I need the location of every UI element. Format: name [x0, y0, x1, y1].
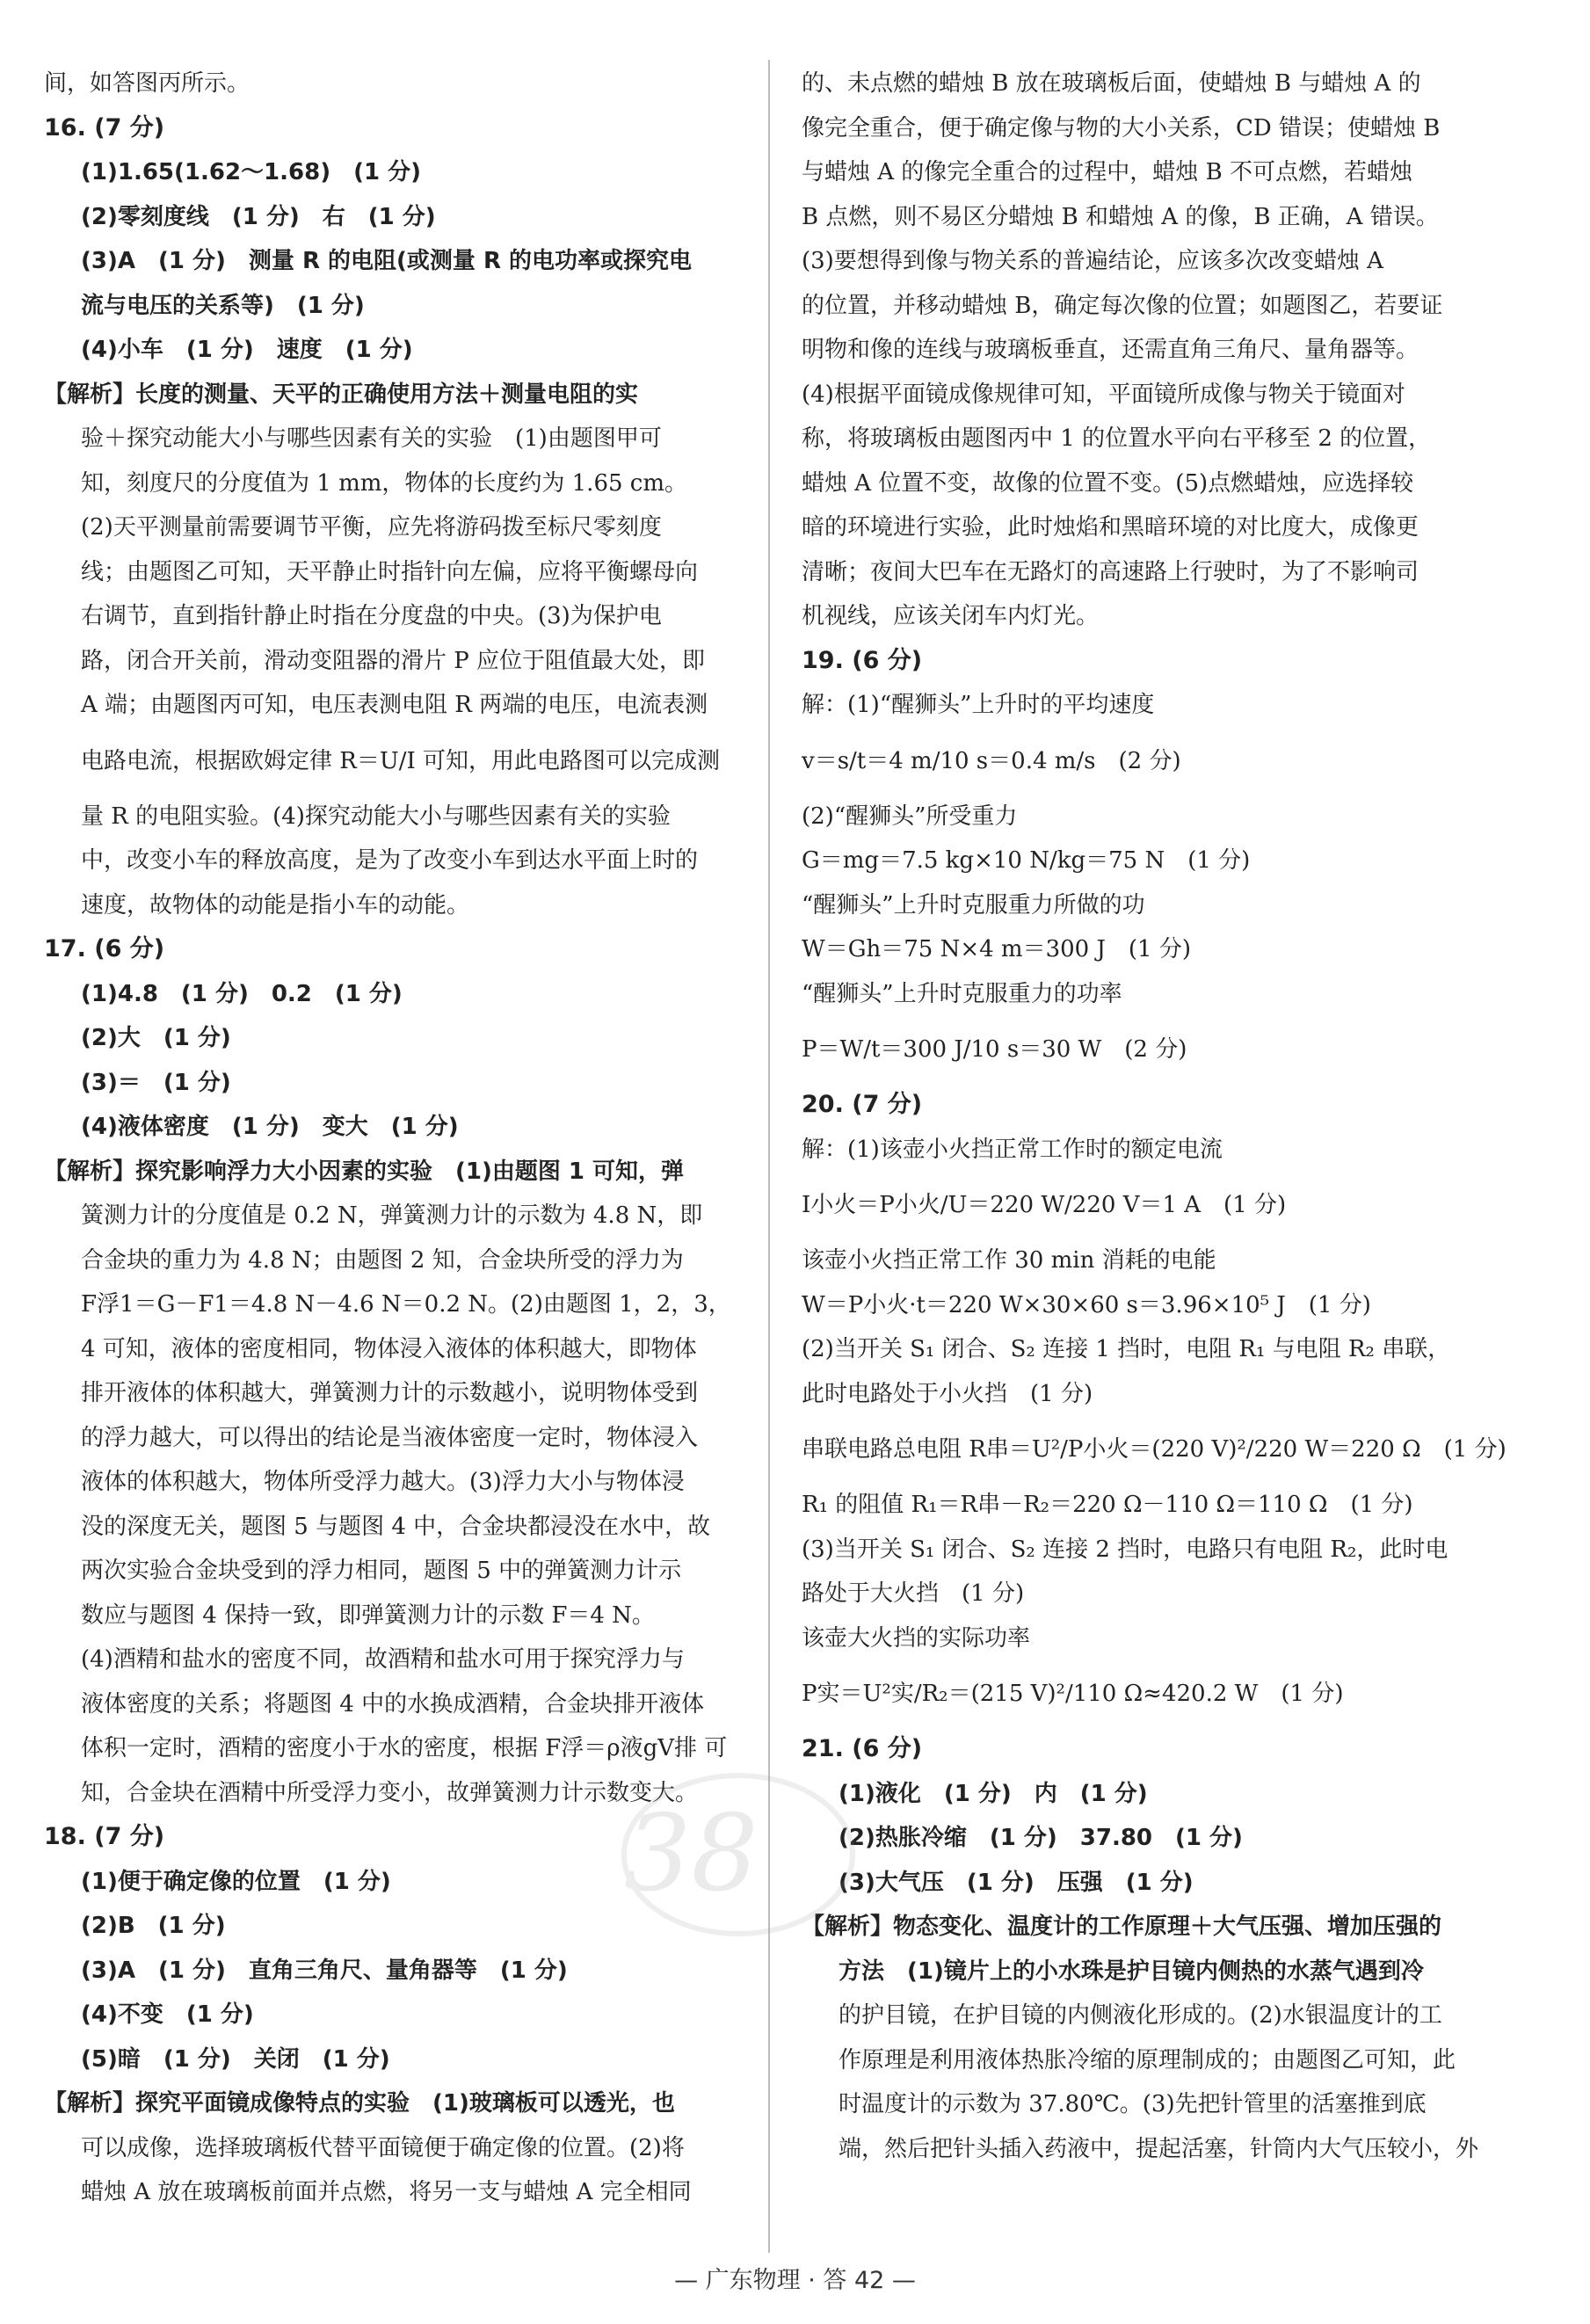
- right-line: 清晰；夜间大巴车在无路灯的高速路上行驶时，为了不影响司: [802, 558, 1419, 585]
- right-line: R₁ 的阻值 R₁＝R串－R₂＝220 Ω－110 Ω＝110 Ω (1 分): [802, 1492, 1413, 1518]
- right-line: (2)热胀冷缩 (1 分) 37.80 (1 分): [839, 1825, 1243, 1851]
- left-line: 的浮力越大，可以得出的结论是当液体密度一定时，物体浸入: [81, 1424, 699, 1451]
- right-line: 方法 (1)镜片上的小水珠是护目镜内侧热的水蒸气遇到冷: [839, 1957, 1424, 1985]
- left-line: (3)A (1 分) 测量 R 的电阻(或测量 R 的电功率或探究电: [81, 248, 693, 274]
- left-line: 路，闭合开关前，滑动变阻器的滑片 P 应位于阻值最大处，即: [81, 647, 706, 674]
- left-line: 液体的体积越大，物体所受浮力越大。(3)浮力大小与物体浸: [81, 1469, 685, 1495]
- left-line: 验＋探究动能大小与哪些因素有关的实验 (1)由题图甲可: [81, 425, 662, 452]
- column-divider: [768, 60, 770, 2253]
- left-line: 【解析】探究平面镜成像特点的实验 (1)玻璃板可以透光，也: [44, 2090, 675, 2117]
- right-line: (2)“醒狮头”所受重力: [802, 803, 1018, 830]
- left-line: 【解析】长度的测量、天平的正确使用方法＋测量电阻的实: [44, 381, 639, 408]
- left-line: 流与电压的关系等) (1 分): [81, 292, 365, 319]
- right-line: 路处于大火挡 (1 分): [802, 1580, 1025, 1607]
- left-line: 知，合金块在酒精中所受浮力变小，故弹簧测力计示数变大。: [81, 1779, 699, 1806]
- left-line: 没的深度无关，题图 5 与题图 4 中，合金块都浸没在水中，故: [81, 1513, 711, 1540]
- left-line: (4)不变 (1 分): [81, 2001, 254, 2028]
- right-line: (3)大气压 (1 分) 压强 (1 分): [839, 1869, 1194, 1896]
- right-line: (1)液化 (1 分) 内 (1 分): [839, 1780, 1148, 1807]
- right-line: 此时电路处于小火挡 (1 分): [802, 1380, 1093, 1407]
- left-line: 体积一定时，酒精的密度小于水的密度，根据 F浮＝ρ液gV排 可: [81, 1735, 728, 1761]
- right-line: 蜡烛 A 位置不变，故像的位置不变。(5)点燃蜡烛，应选择较: [802, 469, 1414, 497]
- right-line: 解：(1)该壶小火挡正常工作时的额定电流: [802, 1136, 1223, 1163]
- right-line: 机视线，应该关闭车内灯光。: [802, 603, 1100, 629]
- left-line: 速度，故物体的动能是指小车的动能。: [81, 891, 470, 919]
- right-line: 的、未点燃的蜡烛 B 放在玻璃板后面，使蜡烛 B 与蜡烛 A 的: [802, 70, 1421, 97]
- left-line: 合金块的重力为 4.8 N；由题图 2 知，合金块所受的浮力为: [81, 1246, 684, 1274]
- right-line: “醒狮头”上升时克服重力的功率: [802, 980, 1122, 1007]
- right-line: 时温度计的示数为 37.80℃。(3)先把针管里的活塞推到底: [839, 2091, 1427, 2117]
- page-footer: — 广东物理 · 答 42 —: [674, 2267, 916, 2294]
- left-line: (2)大 (1 分): [81, 1025, 231, 1051]
- right-line: 该壶大火挡的实际功率: [802, 1624, 1031, 1652]
- left-line: 两次实验合金块受到的浮力相同，题图 5 中的弹簧测力计示: [81, 1558, 682, 1584]
- right-line: 的护目镜，在护目镜的内侧液化形成的。(2)水银温度计的工: [839, 2002, 1442, 2029]
- right-line: v＝s/t＝4 m/10 s＝0.4 m/s (2 分): [802, 747, 1181, 774]
- left-line: (2)天平测量前需要调节平衡，应先将游码拨至标尺零刻度: [81, 514, 662, 541]
- left-line: (3)A (1 分) 直角三角尺、量角器等 (1 分): [81, 1957, 568, 1984]
- right-line: (3)当开关 S₁ 闭合、S₂ 连接 2 挡时，电路只有电阻 R₂，此时电: [802, 1536, 1448, 1563]
- right-line: 解：(1)“醒狮头”上升时的平均速度: [802, 692, 1155, 718]
- left-line: 线；由题图乙可知，天平静止时指针向左偏，应将平衡螺母向: [81, 558, 699, 585]
- left-line: 17. (6 分): [44, 935, 165, 962]
- left-line: 右调节，直到指针静止时指在分度盘的中央。(3)为保护电: [81, 603, 662, 629]
- left-line: 间，如答图丙所示。: [44, 70, 250, 97]
- svg-text:38: 38: [624, 1793, 759, 1915]
- right-line: 暗的环境进行实验，此时烛焰和黑暗环境的对比度大，成像更: [802, 514, 1419, 541]
- right-line: “醒狮头”上升时克服重力所做的功: [802, 891, 1145, 919]
- right-line: G＝mg＝7.5 kg×10 N/kg＝75 N (1 分): [802, 847, 1251, 874]
- left-line: (1)便于确定像的位置 (1 分): [81, 1868, 391, 1895]
- right-line: 串联电路总电阻 R串＝U²/P小火＝(220 V)²/220 W＝220 Ω (1 分): [802, 1436, 1507, 1463]
- right-line: W＝P小火·t＝220 W×30×60 s＝3.96×10⁵ J (1 分): [802, 1291, 1371, 1318]
- left-line: F浮1＝G－F1＝4.8 N－4.6 N＝0.2 N。(2)由题图 1，2，3，: [81, 1291, 731, 1318]
- right-line: 【解析】物态变化、温度计的工作原理＋大气压强、增加压强的: [802, 1914, 1442, 1940]
- right-line: 的位置，并移动蜡烛 B，确定每次像的位置；如题图乙，若要证: [802, 292, 1443, 319]
- left-line: 18. (7 分): [44, 1823, 165, 1850]
- left-line: 【解析】探究影响浮力大小因素的实验 (1)由题图 1 可知，弹: [44, 1158, 685, 1185]
- right-line: 端，然后把针头插入药液中，提起活塞，针筒内大气压较小，外: [839, 2135, 1479, 2162]
- left-line: 排开液体的体积越大，弹簧测力计的示数越小，说明物体受到: [81, 1380, 699, 1406]
- left-line: A 端；由题图丙可知，电压表测电阻 R 两端的电压，电流表测: [81, 692, 708, 718]
- left-line: 16. (7 分): [44, 113, 165, 142]
- right-line: 称，将玻璃板由题图丙中 1 的位置水平向右平移至 2 的位置，: [802, 425, 1432, 452]
- left-line: 簧测力计的分度值是 0.2 N，弹簧测力计的示数为 4.8 N，即: [81, 1202, 703, 1229]
- left-line: (5)暗 (1 分) 关闭 (1 分): [81, 2045, 390, 2073]
- left-line: (1)4.8 (1 分) 0.2 (1 分): [81, 980, 403, 1007]
- right-line: P实＝U²实/R₂＝(215 V)²/110 Ω≈420.2 W (1 分): [802, 1681, 1344, 1707]
- left-line: (1)1.65(1.62～1.68) (1 分): [81, 159, 421, 185]
- left-line: (4)小车 (1 分) 速度 (1 分): [81, 337, 413, 363]
- right-column: [802, 62, 1522, 2171]
- right-line: B 点燃，则不易区分蜡烛 B 和蜡烛 A 的像，B 正确，A 错误。: [802, 203, 1439, 230]
- right-line: (4)根据平面镜成像规律可知，平面镜所成像与物关于镜面对: [802, 381, 1405, 408]
- left-line: 中，改变小车的释放高度，是为了改变小车到达水平面上时的: [81, 847, 699, 874]
- left-line: 4 可知，液体的密度相同，物体浸入液体的体积越大，即物体: [81, 1335, 697, 1362]
- left-line: (4)酒精和盐水的密度不同，故酒精和盐水可用于探究浮力与: [81, 1646, 685, 1673]
- left-line: 可以成像，选择玻璃板代替平面镜便于确定像的位置。(2)将: [81, 2134, 685, 2161]
- left-line: (2)零刻度线 (1 分) 右 (1 分): [81, 203, 436, 230]
- right-line: (3)要想得到像与物关系的普遍结论，应该多次改变蜡烛 A: [802, 248, 1383, 274]
- left-line: (4)液体密度 (1 分) 变大 (1 分): [81, 1114, 459, 1140]
- left-line: 蜡烛 A 放在玻璃板前面并点燃，将另一支与蜡烛 A 完全相同: [81, 2179, 692, 2205]
- left-line: 知，刻度尺的分度值为 1 mm，物体的长度约为 1.65 cm。: [81, 469, 688, 497]
- right-line: 像完全重合，便于确定像与物的大小关系，CD 错误；使蜡烛 B: [802, 114, 1441, 142]
- right-line: 明物和像的连线与玻璃板垂直，还需直角三角尺、量角器等。: [802, 337, 1419, 363]
- left-line: (2)B (1 分): [81, 1913, 226, 1939]
- right-line: 与蜡烛 A 的像完全重合的过程中，蜡烛 B 不可点燃，若蜡烛: [802, 159, 1412, 185]
- right-line: P＝W/t＝300 J/10 s＝30 W (2 分): [802, 1036, 1187, 1063]
- right-line: (2)当开关 S₁ 闭合、S₂ 连接 1 挡时，电阻 R₁ 与电阻 R₂ 串联，: [802, 1336, 1451, 1362]
- right-line: 21. (6 分): [802, 1735, 923, 1762]
- right-line: W＝Gh＝75 N×4 m＝300 J (1 分): [802, 936, 1191, 962]
- left-line: 数应与题图 4 保持一致，即弹簧测力计的示数 F＝4 N。: [81, 1601, 655, 1629]
- left-line: 量 R 的电阻实验。(4)探究动能大小与哪些因素有关的实验: [81, 803, 671, 830]
- right-line: 19. (6 分): [802, 646, 923, 674]
- left-line: 电路电流，根据欧姆定律 R＝U/I 可知，用此电路图可以完成测: [81, 747, 721, 774]
- right-line: 20. (7 分): [802, 1091, 923, 1118]
- left-column: [44, 62, 747, 2215]
- right-line: 作原理是利用液体热胀冷缩的原理制成的；由题图乙可知，此: [839, 2046, 1456, 2073]
- right-line: I小火＝P小火/U＝220 W/220 V＝1 A (1 分): [802, 1192, 1287, 1218]
- right-line: 该壶小火挡正常工作 30 min 消耗的电能: [802, 1247, 1216, 1274]
- left-line: (3)＝ (1 分): [81, 1069, 231, 1096]
- left-line: 液体密度的关系；将题图 4 中的水换成酒精，合金块排开液体: [81, 1690, 705, 1718]
